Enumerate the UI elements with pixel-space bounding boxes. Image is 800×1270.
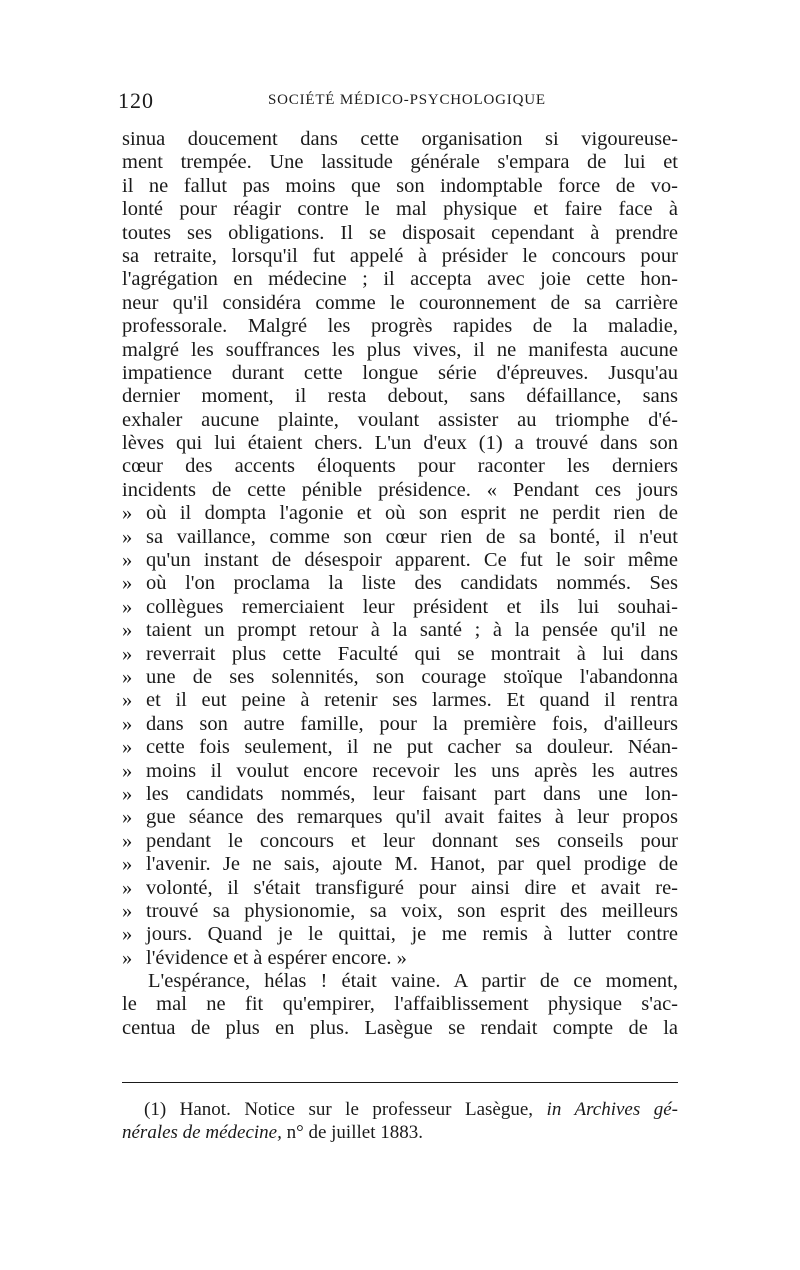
line-text: centua de plus en plus. Lasègue se rendait compte de la xyxy=(122,1016,678,1039)
text-line xyxy=(122,736,678,759)
quote-marker: » xyxy=(122,549,133,572)
body-text xyxy=(122,128,678,1040)
text-line xyxy=(122,198,678,221)
text-line xyxy=(122,502,678,525)
line-text: incidents de cette pénible présidence. « Pendant ces jours xyxy=(122,478,678,501)
line-text: le mal ne fit qu'empirer, l'affaiblissement physique s'ac- xyxy=(122,993,678,1016)
line-text: professorale. Malgré les progrès rapides de la maladie, xyxy=(122,315,678,338)
quote-marker: » xyxy=(122,899,133,922)
quote-marker: » xyxy=(122,595,133,618)
line-text: dernier moment, il resta debout, sans défaillance, sans xyxy=(122,385,678,408)
text-line xyxy=(122,900,678,923)
text-line xyxy=(122,877,678,900)
line-text: il ne fallut pas moins que son indomptable force de vo- xyxy=(122,174,678,197)
line-text: où il dompta l'agonie et où son esprit ne perdit rien de xyxy=(146,502,678,525)
text-line xyxy=(122,783,678,806)
text-line xyxy=(122,315,678,338)
text-line xyxy=(122,853,678,876)
line-text: jours. Quand je le quittai, je me remis à lutter contre xyxy=(146,923,678,946)
text-line xyxy=(122,479,678,502)
footnote-journal-title: in Archives gé- xyxy=(546,1099,678,1120)
text-line xyxy=(122,292,678,315)
line-text: sa retraite, lorsqu'il fut appelé à présider le concours pour xyxy=(122,244,678,267)
quote-marker: » xyxy=(122,782,133,805)
line-text: cœur des accents éloquents pour raconter les derniers xyxy=(122,455,678,478)
quote-marker: » xyxy=(122,946,133,969)
text-line xyxy=(122,455,678,478)
quote-marker: » xyxy=(122,689,133,712)
line-text: qu'un instant de désespoir apparent. Ce fut le soir même xyxy=(146,549,678,572)
quote-marker: » xyxy=(122,665,133,688)
line-text: moins il voulut encore recevoir les uns après les autres xyxy=(146,759,678,782)
text-line xyxy=(122,175,678,198)
text-line xyxy=(122,526,678,549)
text-line xyxy=(122,549,678,572)
line-text: taient un prompt retour à la santé ; à la pensée qu'il ne xyxy=(146,619,678,642)
line-text: ment trempée. Une lassitude générale s'empara de lui et xyxy=(122,151,678,174)
line-text: une de ses solennités, son courage stoïque l'abandonna xyxy=(146,665,678,688)
running-title: SOCIÉTÉ MÉDICO-PSYCHOLOGIQUE xyxy=(268,92,546,108)
line-text: malgré les souffrances les plus vives, il ne manifesta aucune xyxy=(122,338,678,361)
text-line xyxy=(122,151,678,174)
quote-marker: » xyxy=(122,876,133,899)
text-line xyxy=(122,222,678,245)
text-line xyxy=(122,713,678,736)
quote-marker: » xyxy=(122,619,133,642)
line-text: exhaler aucune plainte, voulant assister au triomphe d'é- xyxy=(122,408,678,431)
text-line xyxy=(122,385,678,408)
text-line xyxy=(122,339,678,362)
line-text: et il eut peine à retenir ses larmes. Et quand il rentra xyxy=(146,689,678,712)
text-line xyxy=(122,572,678,595)
text-line xyxy=(122,268,678,291)
text-line xyxy=(122,432,678,455)
line-text: l'agrégation en médecine ; il accepta avec joie cette hon- xyxy=(122,268,678,291)
paragraph xyxy=(122,128,678,970)
text-line xyxy=(122,947,678,970)
quote-marker: » xyxy=(122,642,133,665)
line-text: où l'on proclama la liste des candidats nommés. Ses xyxy=(146,572,678,595)
footnote-text: n° de juillet 1883. xyxy=(281,1122,423,1143)
footnote-rule xyxy=(122,1082,678,1083)
text-line xyxy=(122,619,678,642)
footnote-text: Hanot. Notice sur le professeur Lasègue, xyxy=(166,1099,547,1120)
footnote-marker: (1) xyxy=(144,1099,167,1120)
line-text: pendant le concours et leur donnant ses conseils pour xyxy=(146,829,678,852)
line-text: l'évidence et à espérer encore. » xyxy=(146,946,407,969)
text-line xyxy=(122,245,678,268)
line-text: reverrait plus cette Faculté qui se montrait à lui dans xyxy=(146,642,678,665)
line-text: collègues remerciaient leur président et ils lui souhai- xyxy=(146,595,678,618)
line-text: toutes ses obligations. Il se disposait cependant à prendre xyxy=(122,221,678,244)
text-line xyxy=(122,993,678,1016)
text-line xyxy=(122,689,678,712)
line-text: neur qu'il considéra comme le couronnement de sa carrière xyxy=(122,291,678,314)
line-text: impatience durant cette longue série d'épreuves. Jusqu'au xyxy=(122,361,678,384)
text-line xyxy=(122,830,678,853)
quote-marker: » xyxy=(122,923,133,946)
text-line xyxy=(122,362,678,385)
line-text: lèves qui lui étaient chers. L'un d'eux (1) a trouvé dans son xyxy=(122,432,678,455)
text-line xyxy=(122,666,678,689)
line-text: dans son autre famille, pour la première fois, d'ailleurs xyxy=(146,712,678,735)
quote-marker: » xyxy=(122,759,133,782)
footnote-line xyxy=(122,1098,678,1121)
line-text: trouvé sa physionomie, sa voix, son esprit des meilleurs xyxy=(146,899,678,922)
paragraph xyxy=(122,970,678,1040)
text-line xyxy=(122,760,678,783)
text-line xyxy=(122,409,678,432)
line-text: gue séance des remarques qu'il avait faites à leur propos xyxy=(146,806,678,829)
text-line xyxy=(122,596,678,619)
quote-marker: » xyxy=(122,712,133,735)
text-line xyxy=(122,128,678,151)
quote-marker: » xyxy=(122,829,133,852)
footnote-journal-title: nérales de médecine, xyxy=(122,1122,282,1143)
line-text: sinua doucement dans cette organisation si vigoureuse- xyxy=(122,128,678,150)
text-line xyxy=(122,970,678,993)
line-text: lonté pour réagir contre le mal physique et faire face à xyxy=(122,198,678,221)
page-number: 120 xyxy=(118,88,154,113)
footnote xyxy=(122,1098,678,1144)
line-text: volonté, il s'était transfiguré pour ainsi dire et avait re- xyxy=(146,876,678,899)
quote-marker: » xyxy=(122,853,133,876)
quote-marker: » xyxy=(122,736,133,759)
quote-marker: » xyxy=(122,572,133,595)
text-line xyxy=(122,1017,678,1040)
quote-marker: » xyxy=(122,806,133,829)
quote-marker: » xyxy=(122,525,133,548)
text-line xyxy=(122,806,678,829)
page-header xyxy=(118,88,678,118)
line-text: les candidats nommés, leur faisant part dans une lon- xyxy=(146,782,678,805)
line-text: cette fois seulement, il ne put cacher sa douleur. Néan- xyxy=(146,736,678,759)
quote-marker: » xyxy=(122,502,133,525)
line-text: l'avenir. Je ne sais, ajoute M. Hanot, par quel prodige de xyxy=(146,853,678,876)
line-text: sa vaillance, comme son cœur rien de sa bonté, il n'eut xyxy=(146,525,678,548)
text-line xyxy=(122,923,678,946)
footnote-line xyxy=(122,1121,678,1144)
line-text: L'espérance, hélas ! était vaine. A partir de ce moment, xyxy=(148,970,678,993)
text-line xyxy=(122,643,678,666)
